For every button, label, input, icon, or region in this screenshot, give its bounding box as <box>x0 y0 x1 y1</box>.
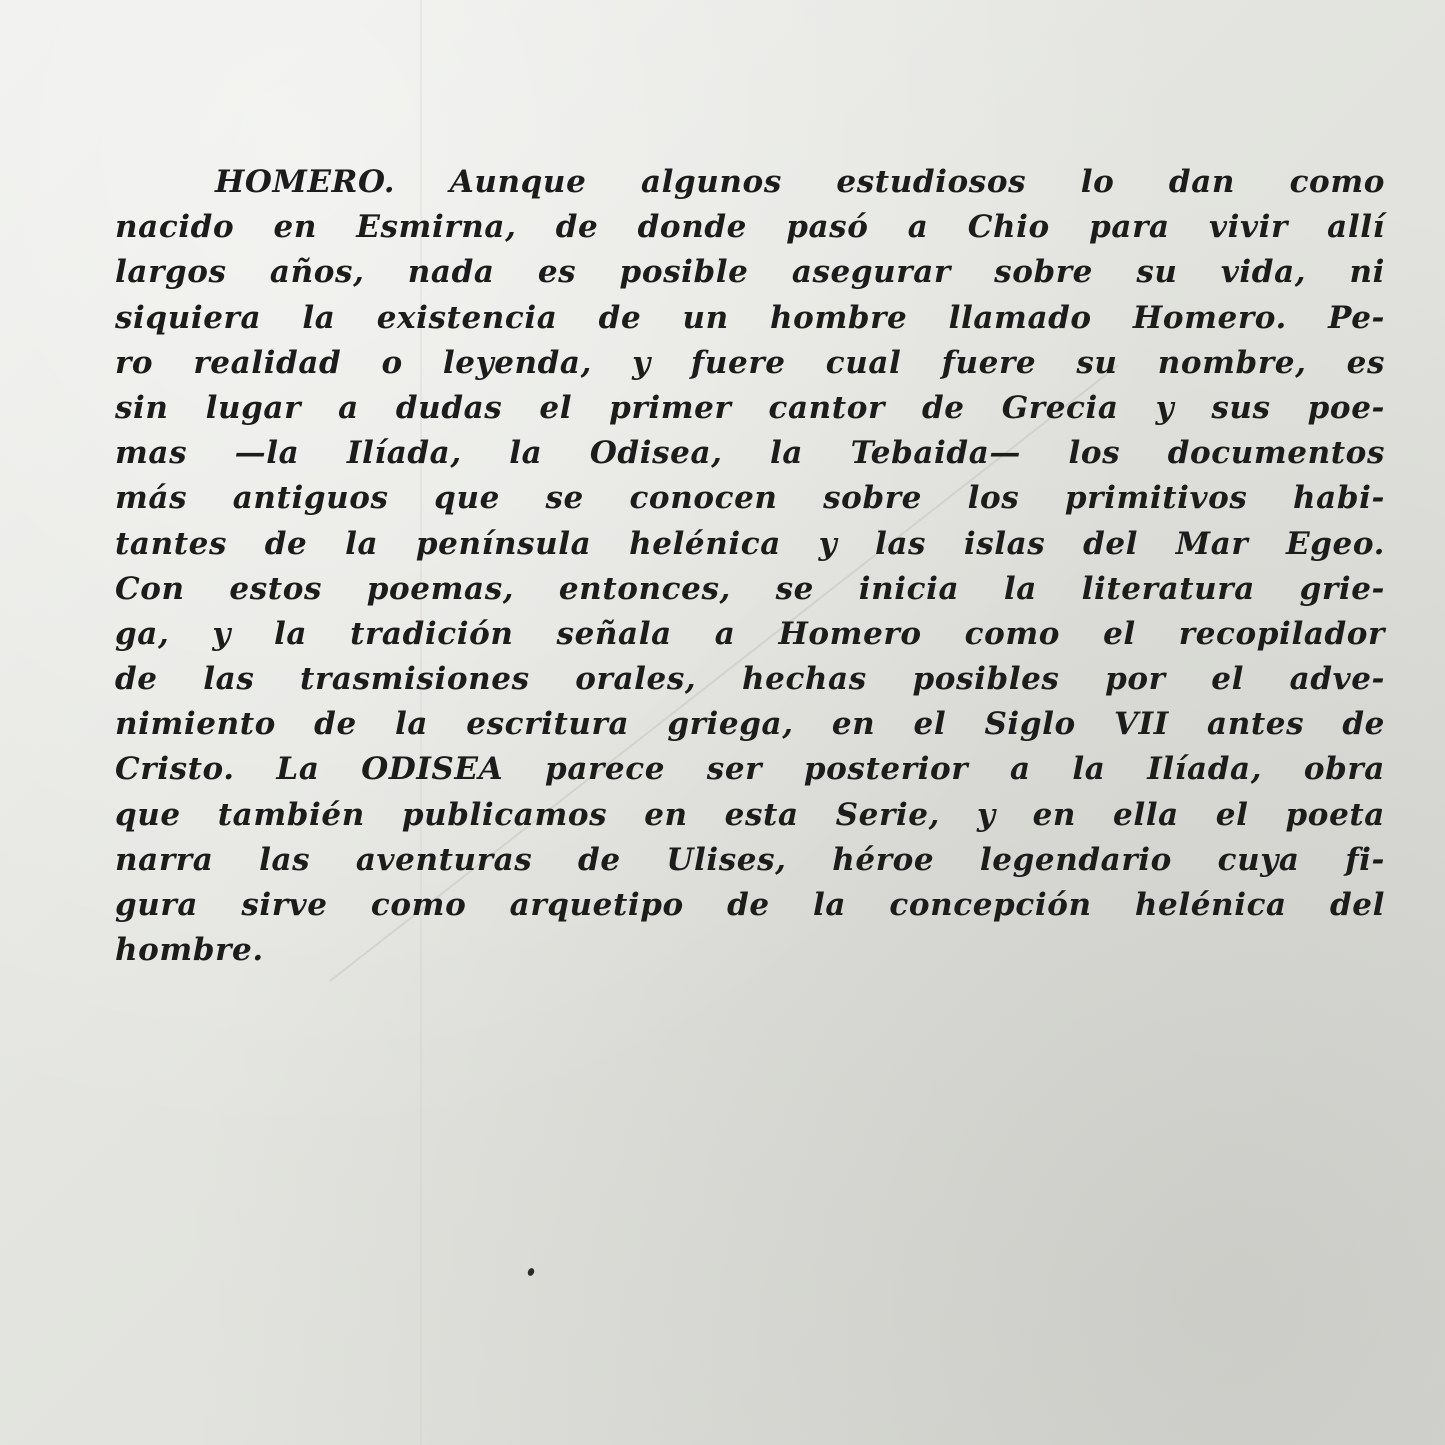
text-line: tantes de la península helénica y las islas del Mar Egeo. <box>115 525 1385 562</box>
text-line: ro realidad o leyenda, y fuere cual fuere su nombre, es <box>115 344 1385 381</box>
text-line: Cristo. La ODISEA parece ser posterior a la Ilíada, obra <box>115 751 1385 788</box>
text-line: mas —la Ilíada, la Odisea, la Tebaida— los documentos <box>115 435 1385 472</box>
text-line: Con estos poemas, entonces, se inicia la literatura grie- <box>115 570 1385 607</box>
text-line: sin lugar a dudas el primer cantor de Grecia y sus poe- <box>115 389 1385 426</box>
biography-paragraph <box>115 160 1385 973</box>
text-line: nacido en Esmirna, de donde pasó a Chio para vivir allí <box>115 209 1385 246</box>
text-line: de las trasmisiones orales, hechas posibles por el adve- <box>115 661 1385 698</box>
text-line: ga, y la tradición señala a Homero como el recopilador <box>115 615 1385 652</box>
ink-speck <box>527 1267 536 1277</box>
text-line: que también publicamos en esta Serie, y en ella el poeta <box>115 796 1385 833</box>
text-line: gura sirve como arquetipo de la concepción helénica del <box>115 887 1385 923</box>
text-line: largos años, nada es posible asegurar sobre su vida, ni <box>115 254 1385 291</box>
text-line: HOMERO. Aunque algunos estudiosos lo dan como <box>215 164 1385 200</box>
text-line: narra las aventuras de Ulises, héroe legendario cuya fi- <box>115 841 1385 878</box>
text-line: hombre. <box>115 932 264 969</box>
text-line: nimiento de la escritura griega, en el Siglo VII antes de <box>115 706 1385 743</box>
text-line: más antiguos que se conocen sobre los primitivos habi- <box>115 480 1385 517</box>
text-line: siquiera la existencia de un hombre llamado Homero. Pe- <box>115 299 1385 336</box>
